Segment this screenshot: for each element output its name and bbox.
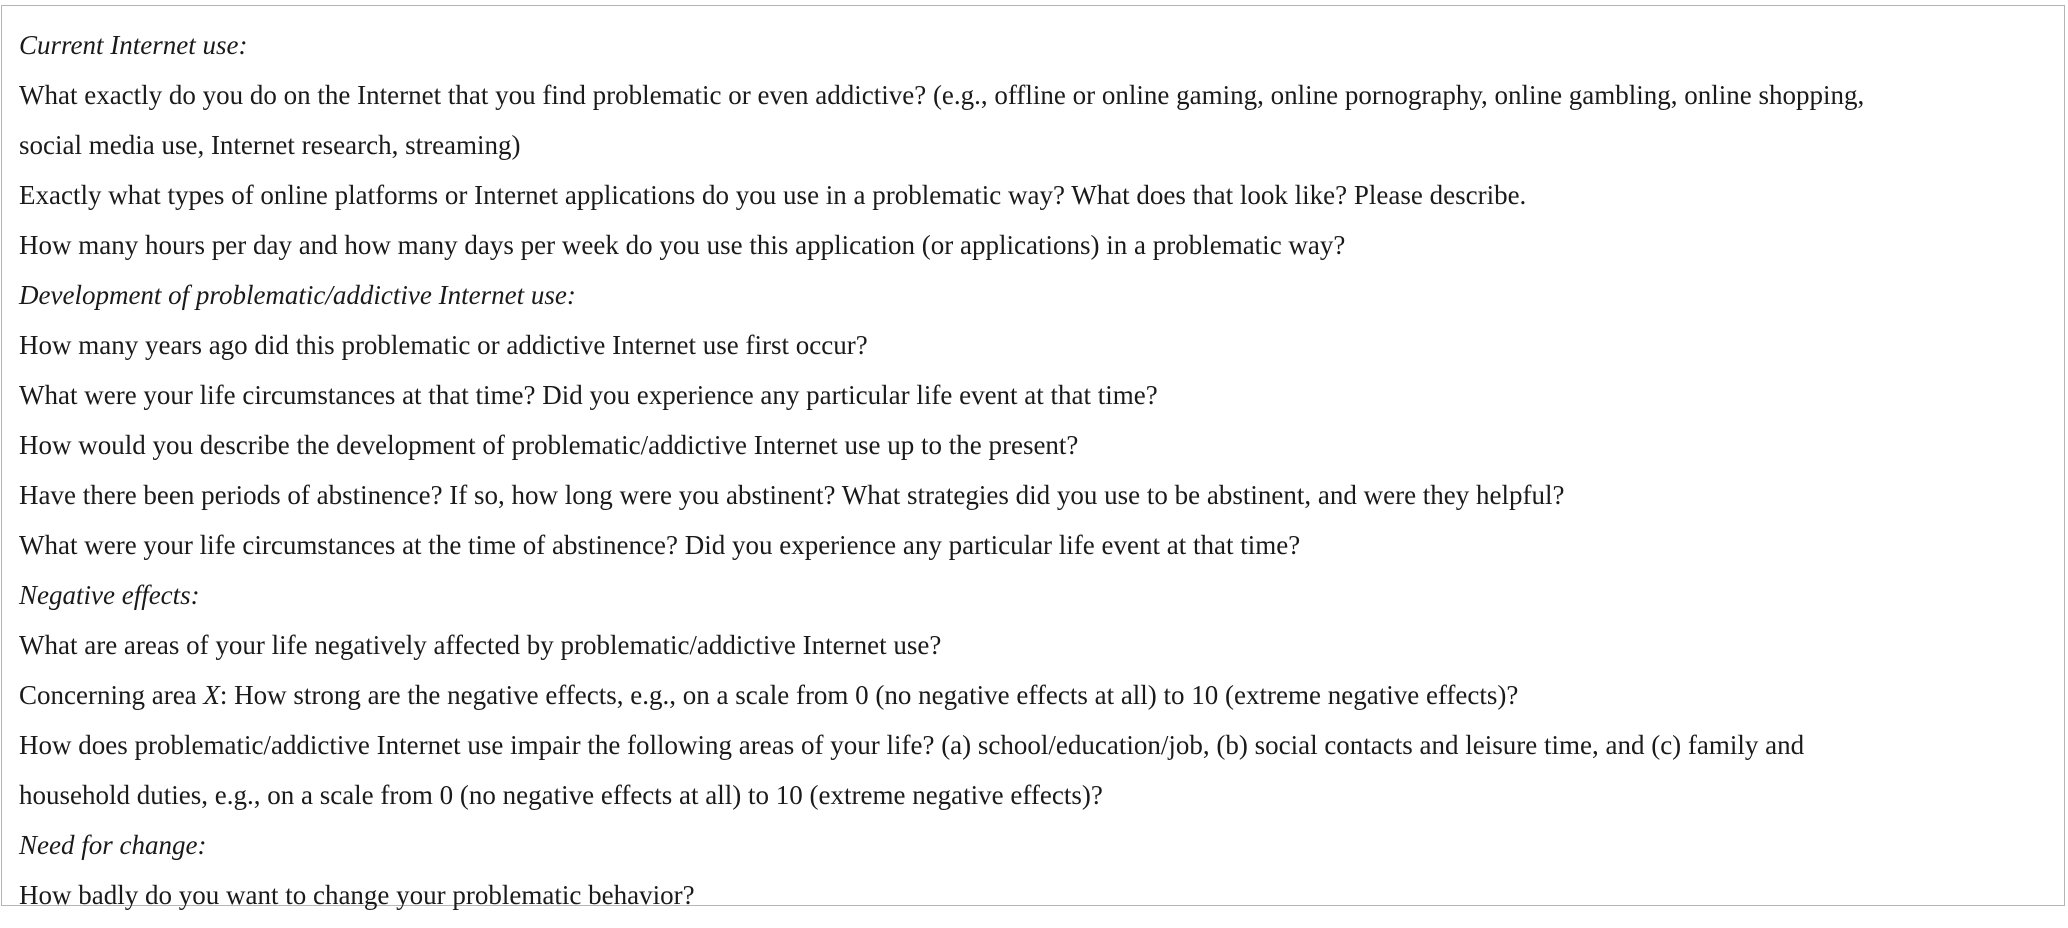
question-line: household duties, e.g., on a scale from 0 (no negative effects at all) to 10 (extreme negative effects)? xyxy=(19,780,1103,810)
section-heading: Current Internet use: xyxy=(19,30,248,60)
question-line: What exactly do you do on the Internet that you find problematic or even addictive? (e.g., offline or online gaming, online pornography, online gambling, online shopping, xyxy=(19,80,1865,110)
question-line: social media use, Internet research, streaming) xyxy=(19,130,521,160)
question-line: How badly do you want to change your problematic behavior? xyxy=(19,880,695,910)
question-line: Have there been periods of abstinence? If so, how long were you abstinent? What strategies did you use to be abstinent, and were they helpful? xyxy=(19,480,1565,510)
question-line: What were your life circumstances at that time? Did you experience any particular life event at that time? xyxy=(19,380,1158,410)
question-line: How would you describe the development of problematic/addictive Internet use up to the present? xyxy=(19,430,1079,460)
question-line xyxy=(19,670,2049,720)
question-line: How many years ago did this problematic or addictive Internet use first occur? xyxy=(19,330,868,360)
section-heading: Need for change: xyxy=(19,830,207,860)
questionnaire-table xyxy=(1,5,2065,910)
question-suffix: : How strong are the negative effects, e.g., on a scale from 0 (no negative effects at all) to 10 (extreme negative effects)? xyxy=(219,680,1519,710)
question-line: How many hours per day and how many days per week do you use this application (or applications) in a problematic way? xyxy=(19,230,1346,260)
question-line: Exactly what types of online platforms or Internet applications do you use in a problematic way? What does that look like? Please describe. xyxy=(19,180,1527,210)
section-heading: Development of problematic/addictive Internet use: xyxy=(19,280,576,310)
section-heading: Negative effects: xyxy=(19,580,200,610)
area-variable: X xyxy=(203,680,220,710)
table-rows xyxy=(19,20,2049,920)
question-line: What are areas of your life negatively affected by problematic/addictive Internet use? xyxy=(19,630,942,660)
question-prefix: Concerning area xyxy=(19,680,204,710)
question-line: What were your life circumstances at the time of abstinence? Did you experience any particular life event at that time? xyxy=(19,530,1301,560)
question-line: How does problematic/addictive Internet use impair the following areas of your life? (a) school/education/job, (b) social contacts and leisure time, and (c) family and xyxy=(19,730,1805,760)
